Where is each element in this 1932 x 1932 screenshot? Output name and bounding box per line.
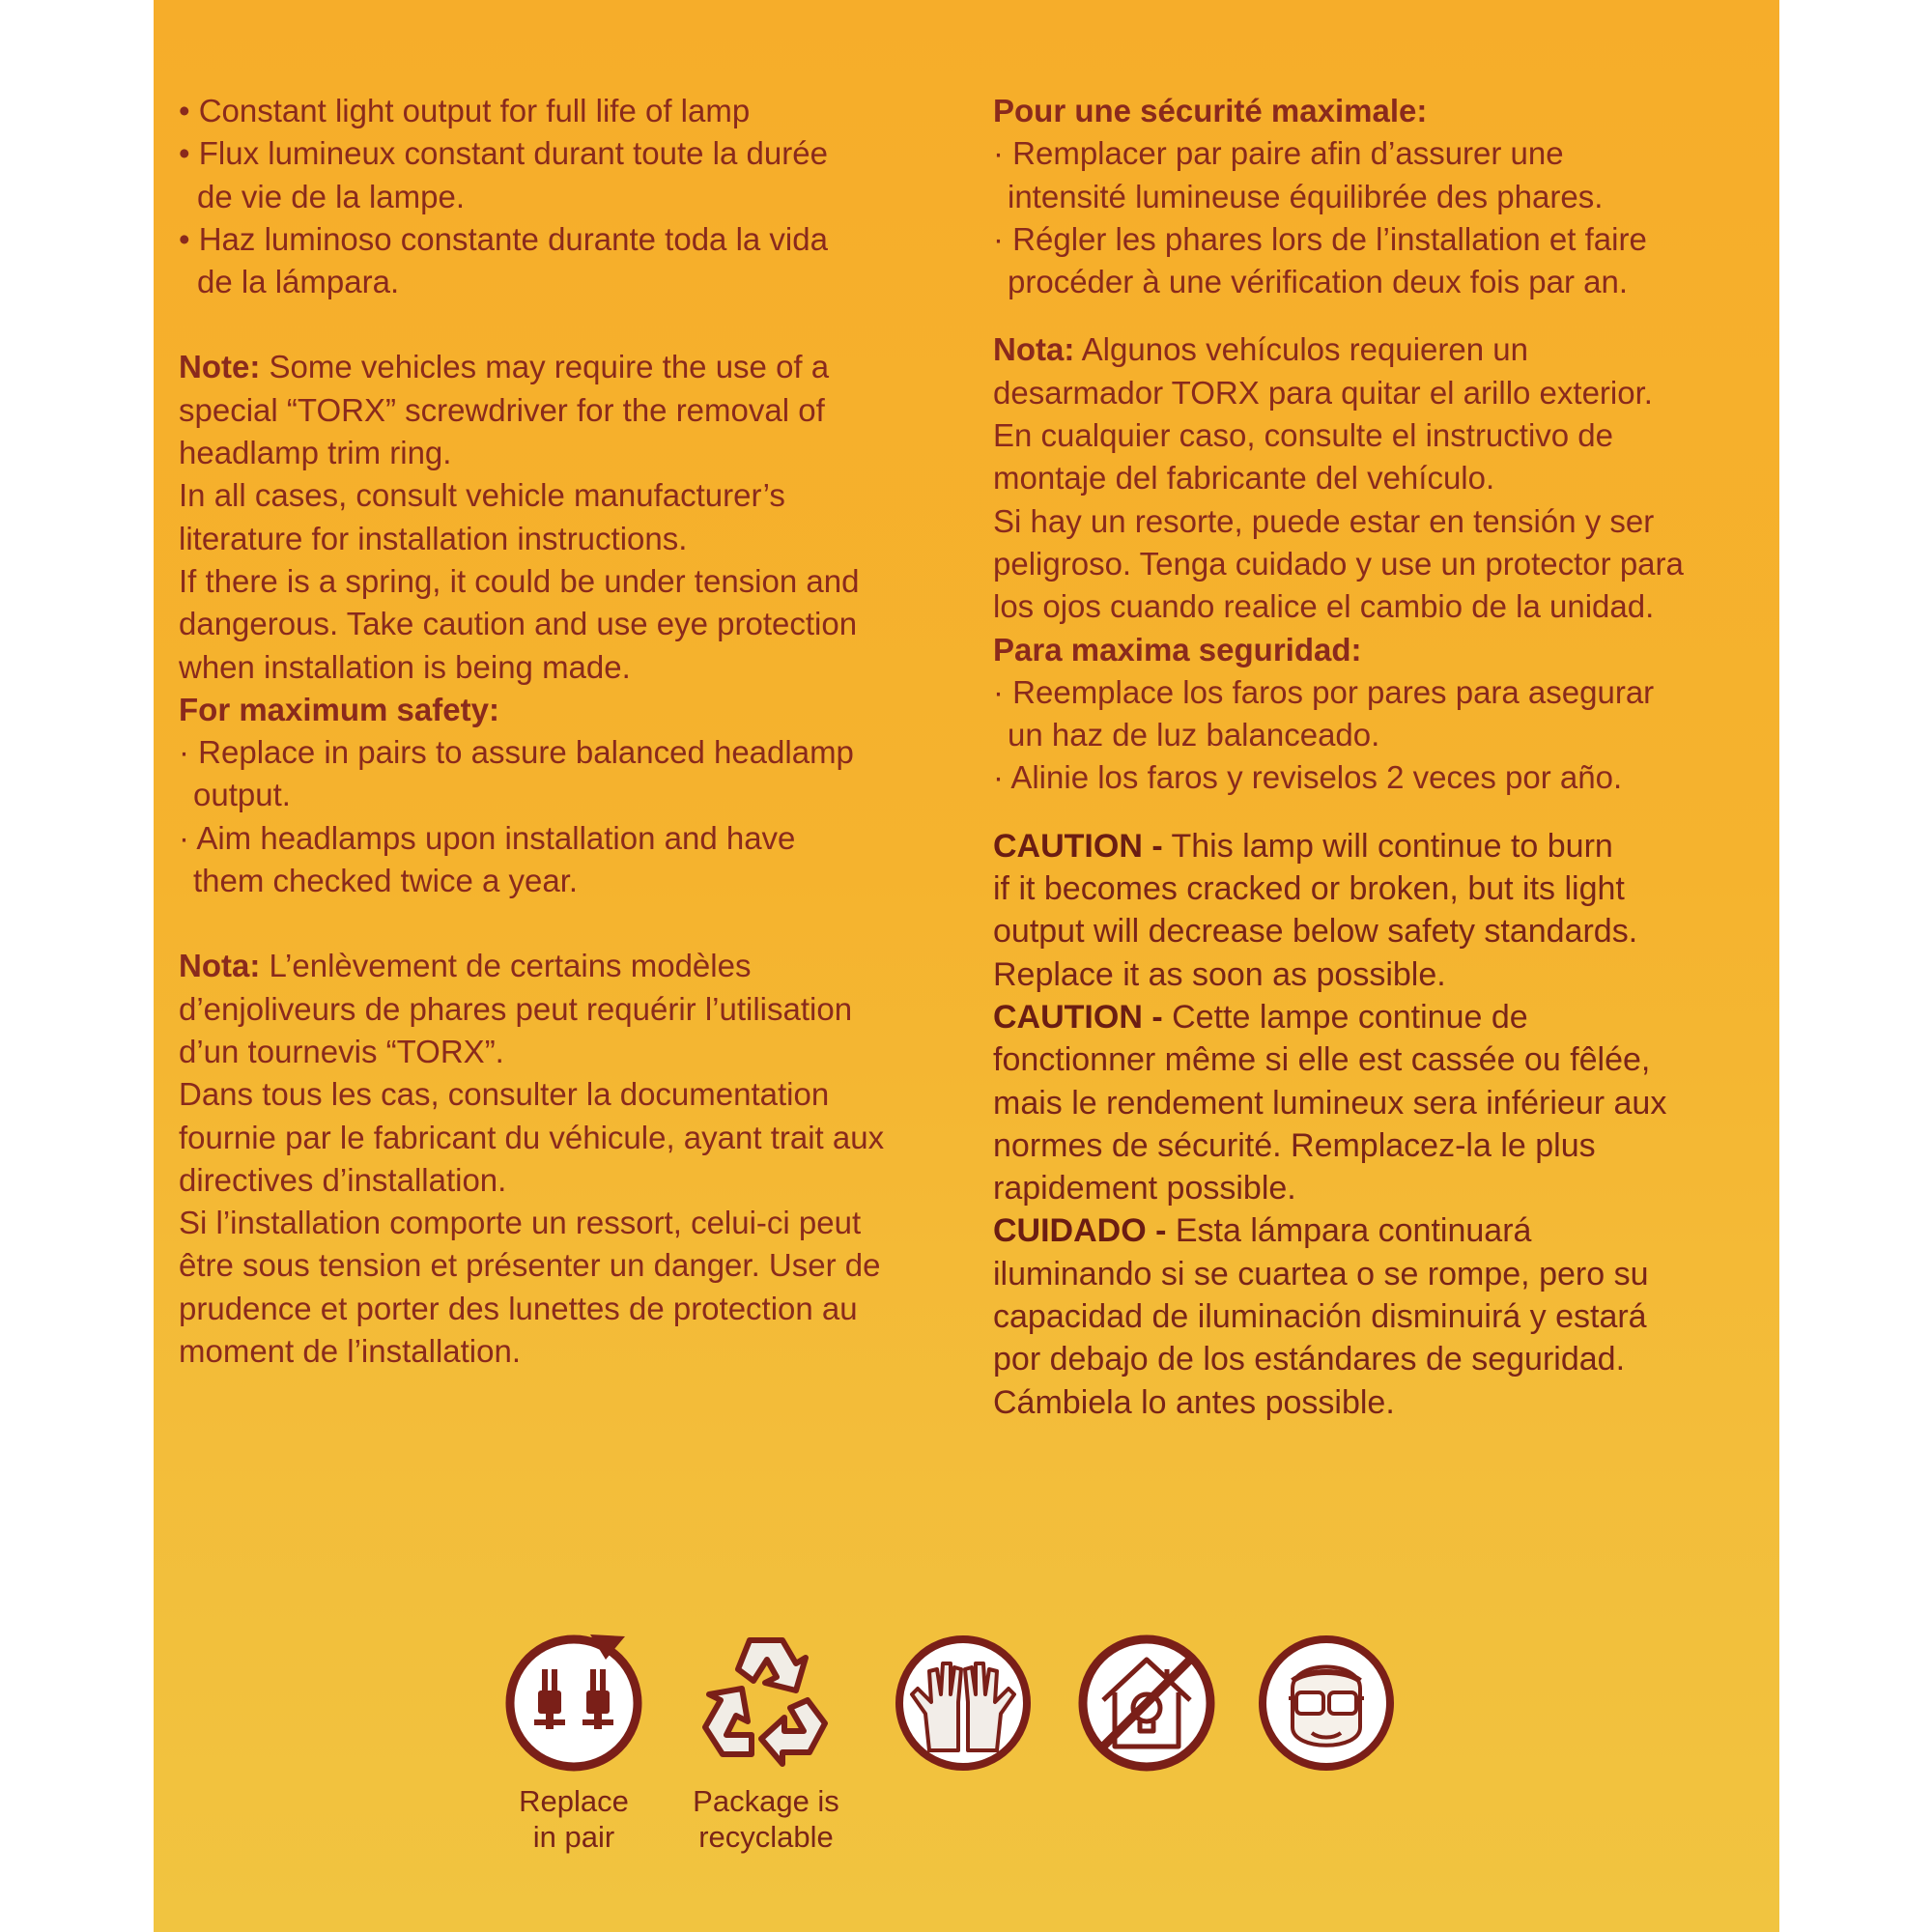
gloves-icon (891, 1631, 1036, 1776)
note-english (179, 346, 942, 688)
caution-text: Replace it as soon as possible. (993, 955, 1446, 993)
caution-label: CAUTION - (993, 998, 1163, 1036)
caution-french (993, 996, 1766, 1209)
recycle-icon (694, 1631, 838, 1776)
caution-text: This lamp will continue to burn (1162, 827, 1613, 865)
caution-text: iluminando si se cuartea o se rompe, pero su (993, 1255, 1649, 1293)
note-text: when installation is being made. (179, 648, 631, 685)
note-text: Si l’installation comporte un ressort, celui-ci peut (179, 1205, 862, 1241)
note-label: Nota: (179, 948, 261, 984)
note-text: dangerous. Take caution and use eye protection (179, 606, 858, 642)
note-text: moment de l’installation. (179, 1333, 522, 1370)
bullet-line: de vie de la lampe. (197, 178, 466, 214)
note-french (179, 945, 942, 1373)
safety-item: · Replace in pairs to assure balanced headlamp (179, 734, 854, 771)
icon-row (0, 1631, 1932, 1862)
feature-bullets (179, 90, 942, 303)
caution-text: Cámbiela lo antes possible. (993, 1383, 1395, 1421)
no-household-disposal-icon (1074, 1631, 1219, 1776)
note-label: Nota: (993, 331, 1075, 368)
bullet-line: • Constant light output for full life of lamp (179, 93, 751, 128)
note-text: special “TORX” screwdriver for the removal of (179, 391, 825, 428)
safety-goggles-icon (1254, 1631, 1399, 1776)
note-text: desarmador TORX para quitar el arillo exterior. (993, 374, 1653, 411)
note-text: Some vehicles may require the use of a (260, 349, 830, 385)
note-text: peligroso. Tenga cuidado y use un protector para (993, 545, 1684, 582)
note-text: En cualquier caso, consulte el instructivo de (993, 417, 1614, 454)
safety-spanish (993, 629, 1766, 800)
caution-text: rapidement possible. (993, 1170, 1296, 1208)
caution-text: por debajo de los estándares de seguridad. (993, 1341, 1626, 1378)
replace-in-pair-icon (501, 1631, 646, 1776)
note-label: Note: (179, 349, 261, 385)
bullet-line: • Haz luminoso constante durante toda la vida (179, 220, 828, 257)
note-spanish (993, 328, 1766, 628)
bullet-line: • Flux lumineux constant durant toute la durée (179, 135, 828, 172)
safety-item: · Aim headlamps upon installation and have (179, 819, 796, 856)
safety-item: · Alinie los faros y reviselos 2 veces por año. (993, 759, 1623, 796)
safety-heading: Para maxima seguridad: (993, 631, 1362, 668)
replace-in-pair-label: Replace in pair (519, 1784, 629, 1854)
note-text: prudence et porter des lunettes de protection au (179, 1290, 858, 1326)
caution-text: Esta lámpara continuará (1166, 1212, 1532, 1250)
right-column (993, 90, 1766, 1424)
safety-item: them checked twice a year. (193, 863, 579, 899)
note-text: headlamp trim ring. (179, 435, 452, 471)
recycle-label: Package is recyclable (693, 1784, 839, 1854)
safety-item: intensité lumineuse équilibrée des phares. (1008, 178, 1604, 214)
caution-label: CAUTION - (993, 827, 1163, 865)
safety-item: · Reemplace los faros por pares para asegurar (993, 673, 1655, 710)
note-text: In all cases, consult vehicle manufacturer’s (179, 477, 785, 514)
safety-item: · Régler les phares lors de l’installation et faire (993, 220, 1647, 257)
note-text: Dans tous les cas, consulter la documentation (179, 1076, 830, 1113)
left-column (179, 90, 942, 1373)
safety-item: output. (193, 777, 291, 813)
note-text: montaje del fabricante del vehículo. (993, 460, 1495, 497)
note-text: fournie par le fabricant du véhicule, ayant trait aux (179, 1119, 885, 1155)
note-text: Algunos vehículos requieren un (1074, 331, 1528, 368)
note-text: literature for installation instructions. (179, 520, 688, 556)
caution-text: capacidad de iluminación disminuirá y estará (993, 1298, 1647, 1336)
caution-english (993, 825, 1766, 996)
safety-item: · Remplacer par paire afin d’assurer une (993, 135, 1564, 172)
note-text: d’enjoliveurs de phares peut requérir l’utilisation (179, 990, 853, 1027)
note-text: los ojos cuando realice el cambio de la unidad. (993, 588, 1655, 625)
safety-english (179, 689, 942, 902)
caution-text: mais le rendement lumineux sera inférieur aux (993, 1084, 1667, 1122)
note-text: Si hay un resorte, puede estar en tensión y ser (993, 502, 1655, 539)
caution-text: if it becomes cracked or broken, but its light (993, 870, 1625, 908)
note-text: directives d’installation. (179, 1161, 507, 1198)
safety-heading: For maximum safety: (179, 691, 499, 727)
note-text: d’un tournevis “TORX”. (179, 1033, 504, 1069)
safety-heading: Pour une sécurité maximale: (993, 93, 1428, 128)
caution-label: CUIDADO - (993, 1212, 1167, 1250)
caution-text: normes de sécurité. Remplacez-la le plus (993, 1126, 1596, 1164)
note-text: L’enlèvement de certains modèles (260, 948, 752, 984)
note-text: If there is a spring, it could be under tension and (179, 562, 860, 599)
safety-french (993, 90, 1766, 303)
caution-spanish (993, 1209, 1766, 1423)
caution-text: Cette lampe continue de (1162, 998, 1528, 1036)
caution-text: output will decrease below safety standards. (993, 913, 1638, 951)
safety-item: un haz de luz balanceado. (1008, 717, 1380, 753)
bullet-line: de la lámpara. (197, 264, 400, 300)
caution-text: fonctionner même si elle est cassée ou fêlée, (993, 1041, 1651, 1079)
note-text: être sous tension et présenter un danger. User de (179, 1247, 881, 1284)
safety-item: procéder à une vérification deux fois par an. (1008, 264, 1629, 300)
